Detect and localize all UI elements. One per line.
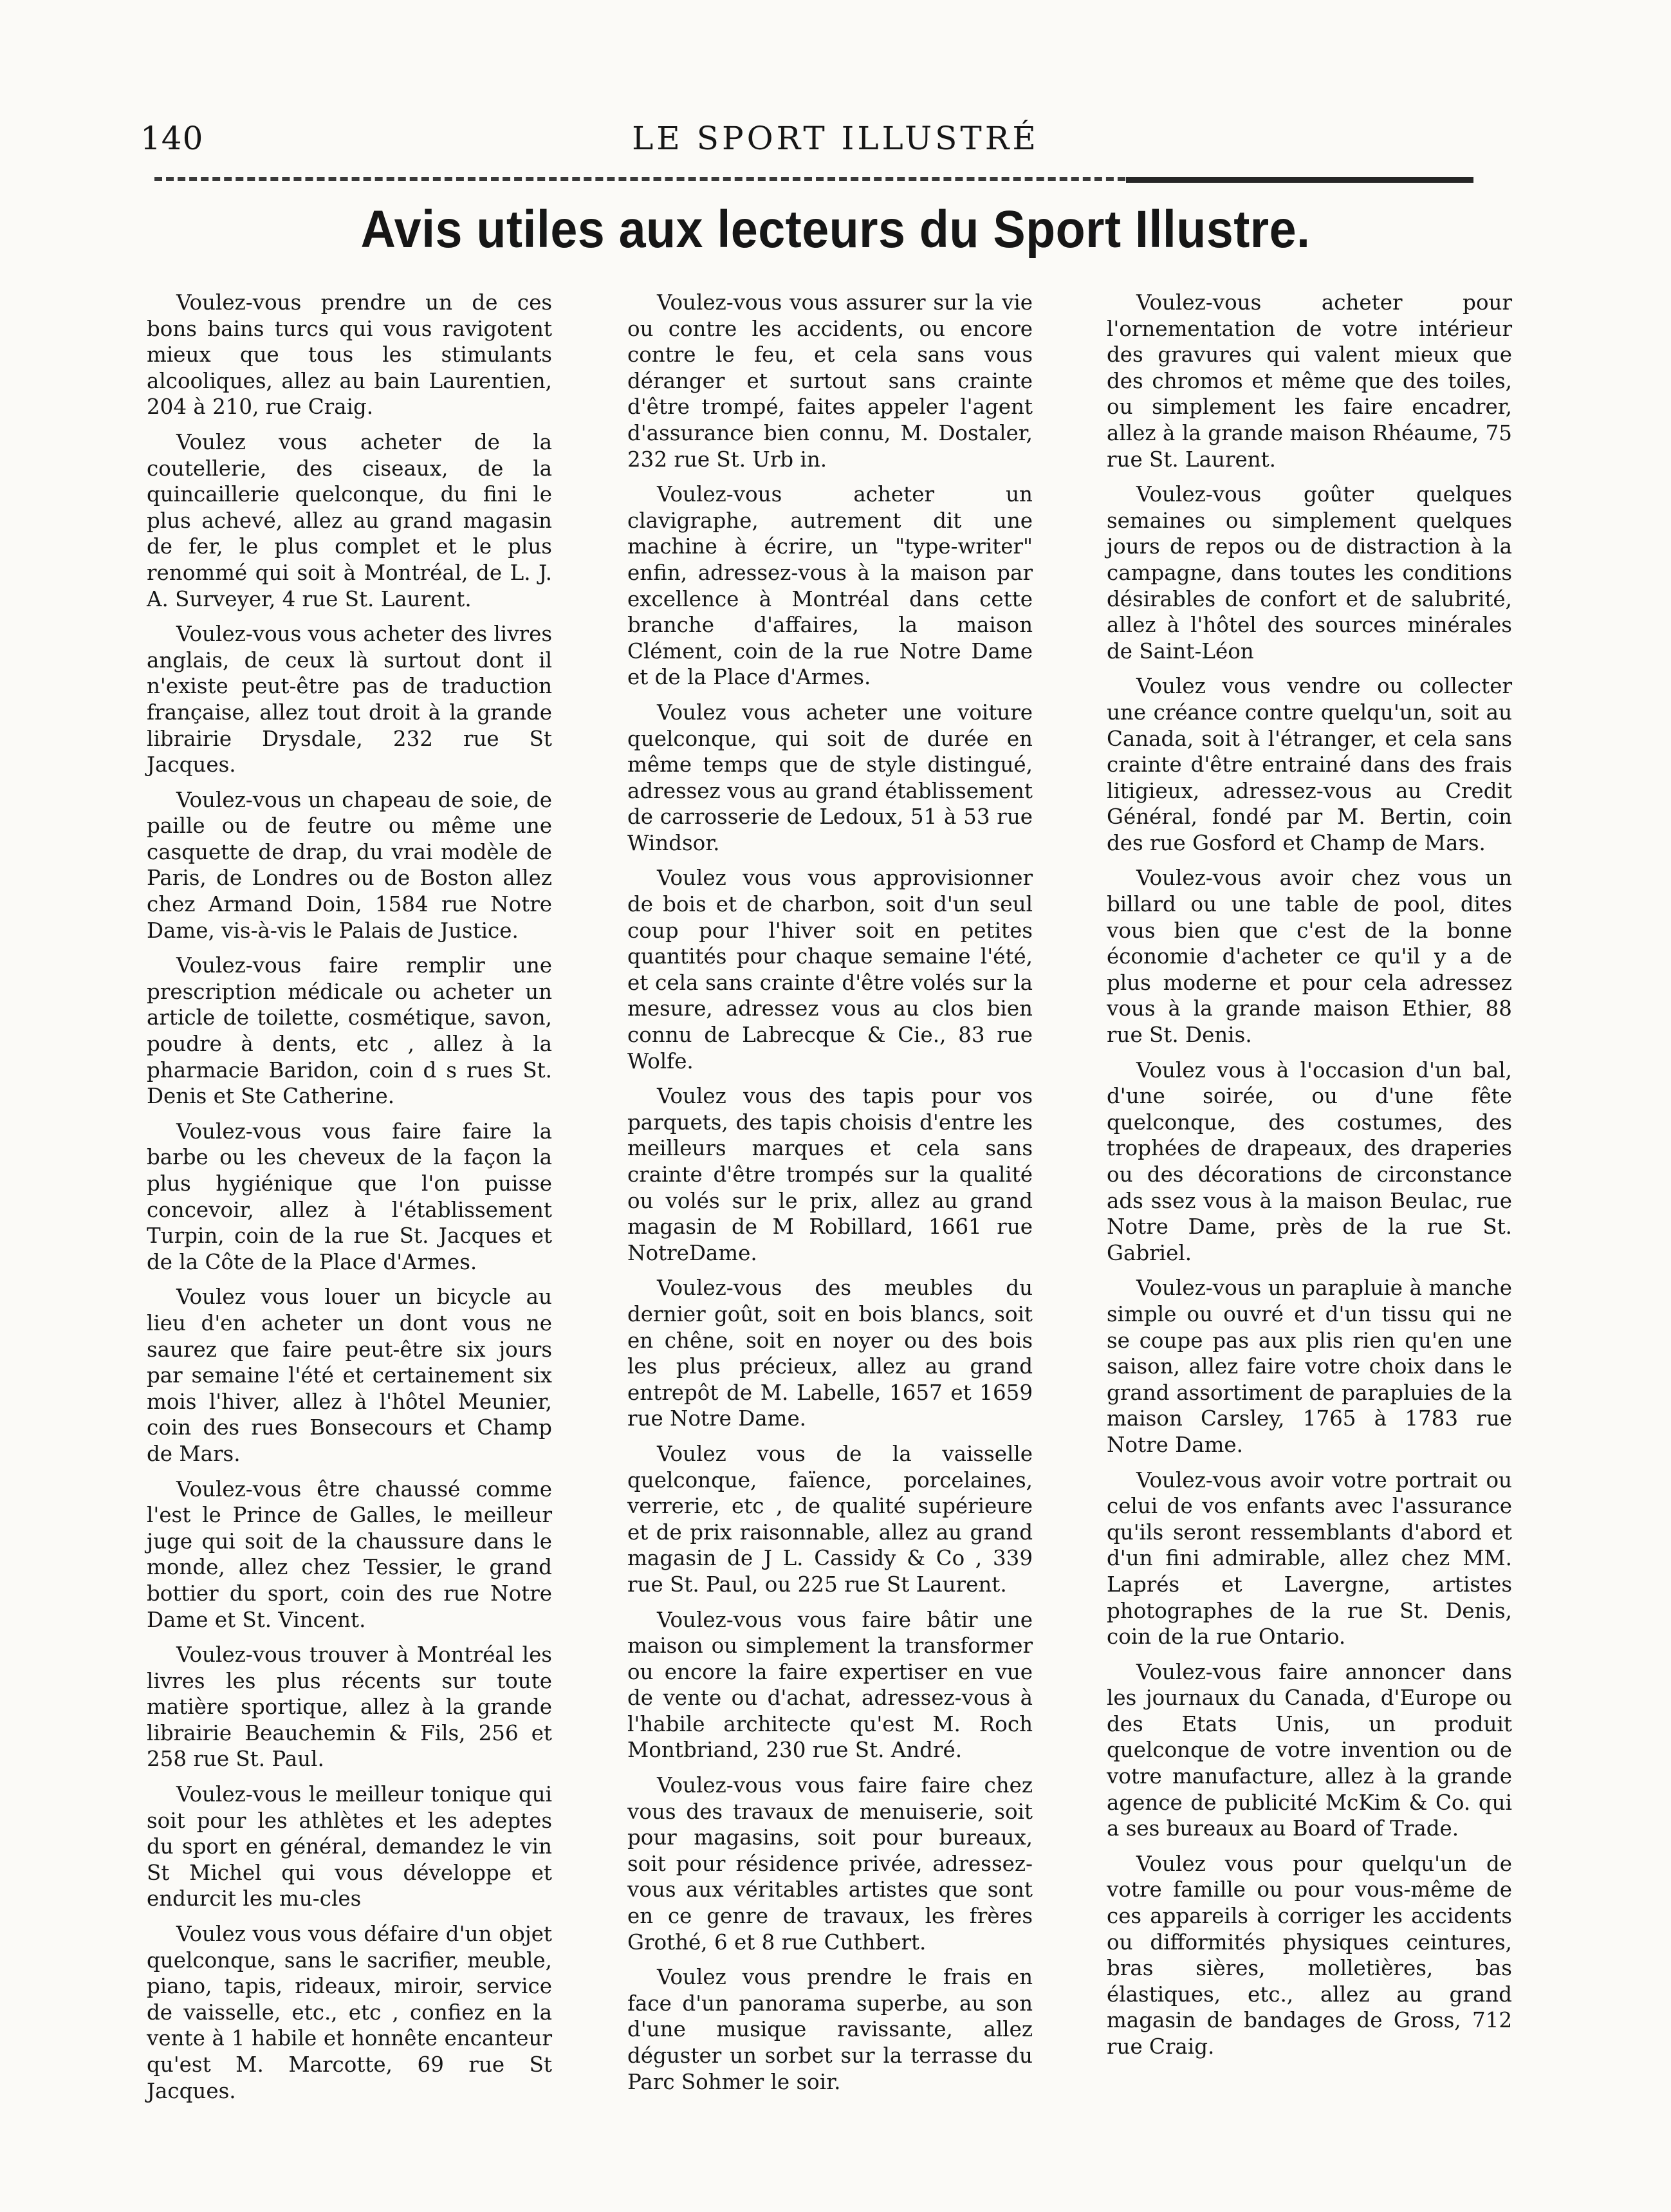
notice-paragraph: Voulez-vous prendre un de ces bons bains turcs qui vous ravigotent mieux que tous les stimulants alcooliques, allez au bain Laurentien, 204 à 210, rue Craig.: [147, 290, 552, 420]
notice-paragraph: Voulez vous prendre le frais en face d'un panorama superbe, au son d'une musique ravissante, allez déguster un sorbet sur la terrasse du Parc Sohmer le soir.: [627, 1965, 1033, 2094]
column-2: [627, 290, 1033, 2104]
running-title: LE SPORT ILLUSTRÉ: [632, 120, 1039, 157]
notice-paragraph: Voulez vous vous approvisionner de bois et de charbon, soit d'un seul coup pour l'hiver soit en petites quantités pour chaque semaine l'été, et cela sans crainte d'être volés sur la mesure, adressez vous au clos bien connu de Labrecque & Cie., 83 rue Wolfe.: [627, 866, 1033, 1073]
notice-paragraph: Voulez-vous vous faire faire chez vous des travaux de menuiserie, soit pour magasins, soit pour bureaux, soit pour résidence privée, adressez-vous aux véritables artistes que sont en ce genre de travaux, les frères Grothé, 6 et 8 rue Cuthbert.: [627, 1773, 1033, 1955]
notice-paragraph: Voulez-vous vous faire faire la barbe ou les cheveux de la façon la plus hygiénique que l'on puisse concevoir, allez à l'établissement Turpin, coin de la rue St. Jacques et de la Côte de la Place d'Armes.: [147, 1119, 552, 1274]
notice-paragraph: Voulez-vous avoir votre portrait ou celui de vos enfants avec l'assurance qu'ils seront ressemblants d'abord et d'un fini admirable, allez chez MM. Laprés et Lavergne, artistes photographes de la rue St. Denis, coin de la rue Ontario.: [1107, 1467, 1512, 1650]
notice-paragraph: Voulez-vous acheter pour l'ornementation de votre intérieur des gravures qui valent mieux que des chromos et même que des toiles, ou simplement les faire encadrer, allez à la grande maison Rhéaume, 75 rue St. Laurent.: [1107, 290, 1512, 472]
notice-paragraph: Voulez vous acheter de la coutellerie, des ciseaux, de la quincaillerie quelconque, du fini le plus achevé, allez au grand magasin de fer, le plus complet et le plus renommé qui soit à Montréal, de L. J. A. Surveyer, 4 rue St. Laurent.: [147, 429, 552, 611]
notice-paragraph: Voulez vous des tapis pour vos parquets, des tapis choisis d'entre les meilleurs marques et cela sans crainte d'être trompés sur la qualité ou volés sur le prix, allez au grand magasin de M Robillard, 1661 rue NotreDame.: [627, 1084, 1033, 1265]
page-number: 140: [140, 120, 204, 157]
notice-paragraph: Voulez vous à l'occasion d'un bal, d'une soirée, ou d'une fête quelconque, des costumes, des trophées de drapeaux, des draperies ou des décorations de circonstance ads ssez vous à la maison Beulac, rue Notre Dame, près de la rue St. Gabriel.: [1107, 1057, 1512, 1265]
notice-paragraph: Voulez-vous vous assurer sur la vie ou contre les accidents, ou encore contre le feu, et cela sans vous déranger et surtout sans crainte d'être trompé, faites appeler l'agent d'assurance bien connu, M. Dostaler, 232 rue St. Urb in.: [627, 290, 1033, 472]
notice-paragraph: Voulez-vous le meilleur tonique qui soit pour les athlètes et les adeptes du sport en général, demandez le vin St Michel qui vous développe et endurcit les mu-cles: [147, 1782, 552, 1911]
notice-paragraph: Voulez vous louer un bicycle au lieu d'en acheter un dont vous ne saurez que faire peut-être six jours par semaine l'été et certainement six mois l'hiver, allez à l'hôtel Meunier, coin des rues Bonsecours et Champ de Mars.: [147, 1285, 552, 1466]
notice-paragraph: Voulez-vous vous acheter des livres anglais, de ceux là surtout dont il n'existe peut-être pas de traduction française, allez tout droit à la grande librairie Drysdale, 232 rue St Jacques.: [147, 622, 553, 777]
notice-paragraph: Voulez vous acheter une voiture quelconque, qui soit de durée en même temps que de style distingué, adressez vous au grand établissement de carrosserie de Ledoux, 51 à 53 rue Windsor.: [627, 700, 1033, 855]
notice-paragraph: Voulez-vous faire annoncer dans les journaux du Canada, d'Europe ou des Etats Unis, un produit quelconque de votre invention ou de votre manufacture, allez à la grande agence de publicité McKim & Co. qui a ses bureaux au Board of Trade.: [1107, 1659, 1512, 1841]
notice-paragraph: Voulez vous vous défaire d'un objet quelconque, sans le sacrifier, meuble, piano, tapis, rideaux, miroir, service de vaisselle, etc., etc , confiez en la vente à 1 habile et honnête encanteur qu'est M. Marcotte, 69 rue St Jacques.: [147, 1922, 552, 2103]
notice-paragraph: Voulez-vous des meubles du dernier goût, soit en bois blancs, soit en chêne, soit en noyer ou des bois les plus précieux, allez au grand entrepôt de M. Labelle, 1657 et 1659 rue Notre Dame.: [627, 1276, 1033, 1431]
notice-paragraph: Voulez-vous être chaussé comme l'est le Prince de Galles, le meilleur juge qui soit de la chaussure dans le monde, allez chez Tessier, le grand bottier du sport, coin des rue Notre Dame et St. Vincent.: [147, 1476, 552, 1632]
column-3: [1107, 290, 1512, 2069]
column-1: [147, 290, 552, 2113]
notice-paragraph: Voulez-vous un chapeau de soie, de paille ou de feutre ou même une casquette de drap, du vrai modèle de Paris, de Londres ou de Boston allez chez Armand Doin, 1584 rue Notre Dame, vis-à-vis le Palais de Justice.: [147, 787, 552, 943]
notice-paragraph: Voulez-vous vous faire bâtir une maison ou simplement la transformer ou encore la faire expertiser en vue de vente ou d'achat, adressez-vous à l'habile architecte qu'est M. Roch Montbriand, 230 rue St. André.: [627, 1607, 1033, 1763]
notice-paragraph: Voulez vous vendre ou collecter une créance contre quelqu'un, soit au Canada, soit à l'étranger, et cela sans crainte d'être entrainé dans des frais litigieux, adressez-vous au Credit Général, fondé par M. Bertin, coin des rue Gosford et Champ de Mars.: [1107, 674, 1512, 855]
notice-paragraph: Voulez-vous trouver à Montréal les livres les plus récents sur toute matière sportique, allez à la grande librairie Beauchemin & Fils, 256 et 258 rue St. Paul.: [147, 1642, 552, 1772]
notice-paragraph: Voulez vous pour quelqu'un de votre famille ou pour vous-même de ces appareils à corriger les accidents ou difformités physiques ceintures, bras sières, molletières, bas élastiques, etc., allez au grand magasin de bandages de Gross, 712 rue Craig.: [1107, 1851, 1512, 2059]
notice-paragraph: Voulez-vous avoir chez vous un billard ou une table de pool, dites vous bien que c'est de la bonne économie d'acheter ce qu'il y a de plus moderne et pour cela adressez vous à la grande maison Ethier, 88 rue St. Denis.: [1107, 866, 1512, 1048]
article-title: Avis utiles aux lecteurs du Sport Illustre.: [360, 200, 1311, 259]
notice-paragraph: Voulez-vous acheter un clavigraphe, autrement dit une machine à écrire, un "type-writer" enfin, adressez-vous à la maison par excellence à Montréal dans cette branche d'affaires, la maison Clément, coin de la rue Notre Dame et de la Place d'Armes.: [627, 482, 1033, 690]
notice-paragraph: Voulez-vous faire remplir une prescription médicale ou acheter un article de toilette, cosmétique, savon, poudre à dents, etc , allez à la pharmacie Baridon, coin d s rues St. Denis et Ste Catherine.: [147, 953, 552, 1109]
notice-paragraph: Voulez vous de la vaisselle quelconque, faïence, porcelaines, verrerie, etc , de qualité supérieure et de prix raisonnable, allez au grand magasin de J L. Cassidy & Co , 339 rue St. Paul, ou 225 rue St Laurent.: [627, 1441, 1033, 1597]
notice-paragraph: Voulez-vous goûter quelques semaines ou simplement quelques jours de repos ou de distraction à la campagne, dans toutes les conditions désirables de confort et de salubrité, allez à l'hôtel des sources minérales de Saint-Léon: [1107, 482, 1512, 664]
notice-paragraph: Voulez-vous un parapluie à manche simple ou ouvré et d'un tissu qui ne se coupe pas aux plis rien qu'en une saison, allez faire votre choix dans le grand assortiment de parapluies de la maison Carsley, 1765 à 1783 rue Notre Dame.: [1107, 1276, 1512, 1457]
header-rule-heavy: [1126, 177, 1473, 183]
